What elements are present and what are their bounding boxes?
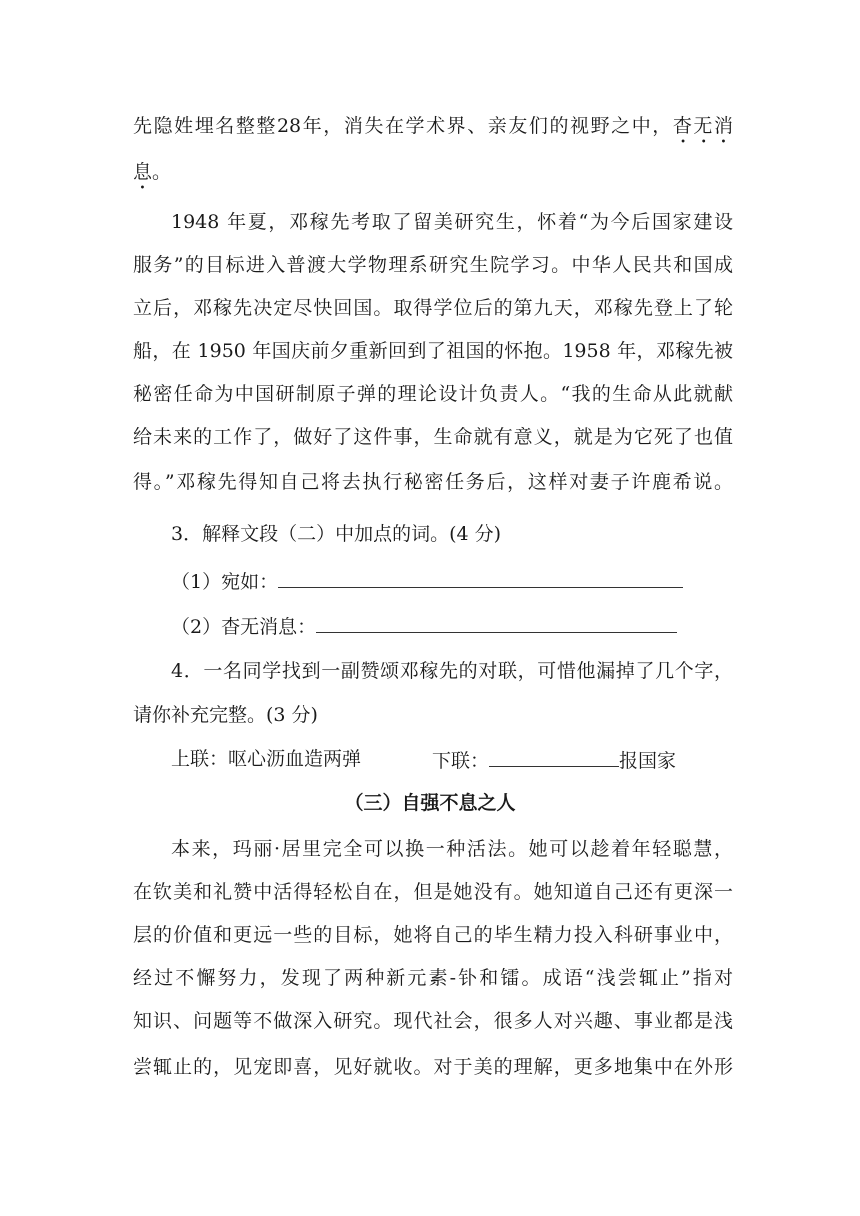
passage-line: 经过不懈努力，发现了两种新元素-钋和镭。成语“浅尝辄止”指对 bbox=[133, 967, 733, 989]
item-label: 下联： bbox=[432, 750, 490, 772]
question-3-item-1 bbox=[171, 565, 683, 597]
answer-blank[interactable] bbox=[316, 610, 677, 633]
passage-text: 。 bbox=[152, 161, 172, 183]
passage-line bbox=[133, 111, 733, 141]
passage-line: 尝辄止的，见宠即喜，见好就收。对于美的理解，更多地集中在外形 bbox=[133, 1056, 733, 1078]
passage-line: 秘密任命为中国研制原子弹的理论设计负责人。“我的生命从此就献 bbox=[133, 383, 733, 405]
section-title: （三）自强不息之人 bbox=[344, 792, 516, 814]
dotted-phrase: 息 bbox=[133, 161, 153, 183]
passage-line: 立后，邓稼先决定尽快回国。取得学位后的第九天，邓稼先登上了轮 bbox=[133, 297, 733, 319]
passage-line: 服务”的目标进入普渡大学物理系研究生院学习。中华人民共和国成 bbox=[133, 254, 733, 276]
answer-blank[interactable] bbox=[278, 565, 683, 588]
passage-line: 知识、问题等不做深入研究。现代社会，很多人对兴趣、事业都是浅 bbox=[133, 1010, 733, 1032]
passage-text: 先隐姓埋名整整28年，消失在学术界、亲友们的视野之中， bbox=[133, 115, 673, 137]
passage-line: 在钦美和礼赞中活得轻松自在，但是她没有。她知道自己还有更深一 bbox=[133, 881, 733, 903]
passage-line: 层的价值和更远一些的目标，她将自己的毕生精力投入科研事业中， bbox=[133, 924, 733, 946]
couplet-lower bbox=[432, 744, 676, 776]
question-4-stem: 4．一名同学找到一副赞颂邓稼先的对联，可惜他漏掉了几个字， bbox=[171, 660, 733, 682]
couplet-lower-tail: 报国家 bbox=[619, 750, 677, 772]
question-4-stem: 请你补充完整。(3 分) bbox=[133, 704, 318, 726]
passage-line: 船，在 1950 年国庆前夕重新回到了祖国的怀抱。1958 年，邓稼先被 bbox=[133, 340, 733, 362]
passage-line: 得。”邓稼先得知自己将去执行秘密任务后，这样对妻子许鹿希说。 bbox=[133, 471, 733, 493]
item-label: （2）杳无消息： bbox=[171, 616, 317, 638]
item-label: （1）宛如： bbox=[171, 571, 279, 593]
passage-line: 本来，玛丽·居里完全可以换一种活法。她可以趁着年轻聪慧， bbox=[171, 838, 733, 860]
answer-blank[interactable] bbox=[489, 744, 619, 767]
dotted-phrase: 杳无消 bbox=[672, 115, 733, 137]
passage-line: 1948 年夏，邓稼先考取了留美研究生，怀着“为今后国家建设 bbox=[171, 211, 733, 233]
couplet-upper: 上联：呕心沥血造两弹 bbox=[171, 748, 362, 770]
passage-line bbox=[133, 157, 733, 187]
question-3-stem: 3．解释文段（二）中加点的词。(4 分) bbox=[171, 523, 502, 545]
passage-line: 给未来的工作了，做好了这件事，生命就有意义，就是为它死了也值 bbox=[133, 426, 733, 448]
question-3-item-2 bbox=[171, 610, 677, 642]
